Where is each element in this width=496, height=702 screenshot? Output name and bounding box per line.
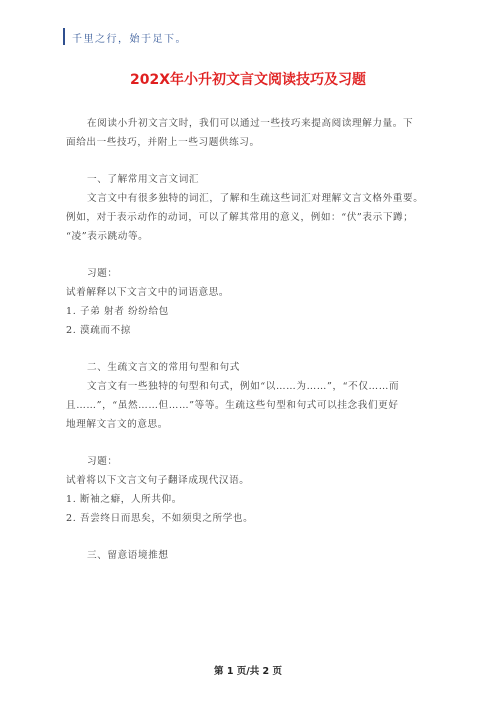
section1-body-line-2: 例如，对于表示动作的动词，可以了解其常用的意义，例如：“伏”表示下蹲；: [66, 212, 414, 223]
section2-item-2: 2. 吾尝终日而思矣，不如须臾之所学也。: [66, 513, 254, 524]
section1-body-line-3: “凌”表示跳动等。: [66, 231, 149, 242]
section1-item-2: 2. 漠疏而不掠: [66, 325, 131, 336]
section2-body-line-3: 地理解文言文的意思。: [66, 419, 168, 430]
section1-exercise-label: 习题：: [87, 268, 118, 279]
section3-heading: 三、留意语境推想: [87, 550, 169, 561]
section2-item-1: 1. 断袖之癖，人所共仰。: [66, 494, 182, 505]
header-accent-bar: [63, 28, 65, 45]
section2-exercise-label: 习题：: [87, 456, 118, 467]
section1-body-line-1: 文言文中有很多独特的词汇，了解和生疏这些词汇对理解文言文格外重要。: [87, 193, 424, 204]
section1-item-1: 1. 子弟 射者 纷纷给包: [66, 306, 169, 317]
intro-line-2: 面给出一些技巧，并附上一些习题供练习。: [66, 137, 260, 148]
section2-exercise-prompt: 试着将以下文言文句子翻译成现代汉语。: [66, 475, 250, 486]
page-number: 第 1 页/共 2 页: [214, 666, 282, 677]
intro-line-1: 在阅读小升初文言文时，我们可以通过一些技巧来提高阅读理解力量。下: [87, 118, 414, 129]
section1-exercise-prompt: 试着解释以下文言文中的词语意思。: [66, 287, 230, 298]
document-title: 202X年小升初文言文阅读技巧及习题: [129, 72, 367, 88]
section2-body-line-2: 且……”，“虽然……但……”等等。生疏这些句型和句式可以挂念我们更好: [66, 400, 399, 411]
header-motto: 千里之行，始于足下。: [72, 34, 187, 45]
section2-heading: 二、生疏文言文的常用句型和句式: [87, 362, 240, 373]
section1-heading: 一、了解常用文言文词汇: [87, 174, 200, 185]
section2-body-line-1: 文言文有一些独特的句型和句式，例如“以……为……”，“不仅……而: [87, 381, 400, 392]
